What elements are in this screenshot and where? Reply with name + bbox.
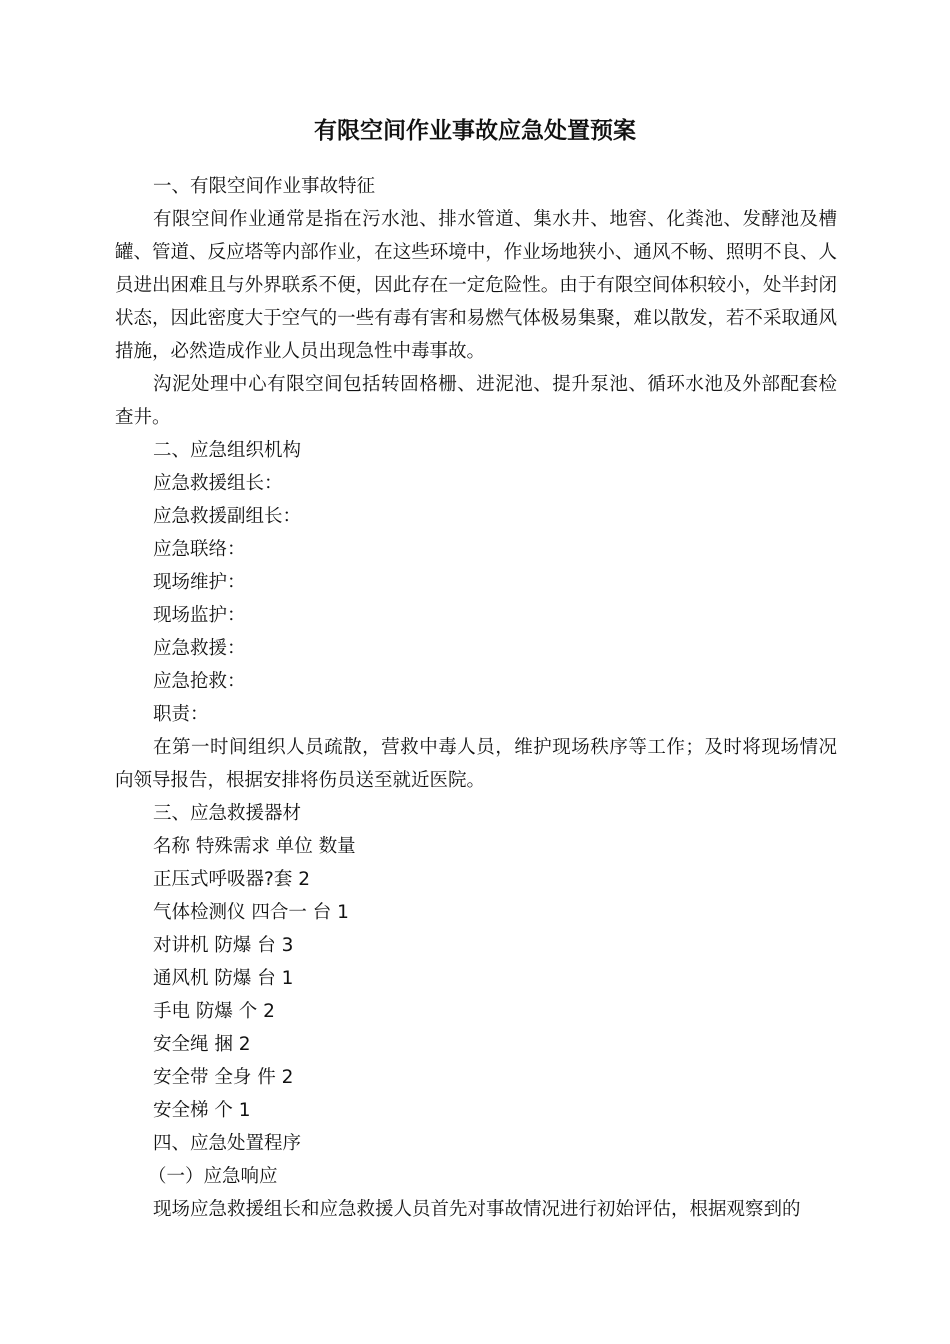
paragraph-confined-space-description: 有限空间作业通常是指在污水池、排水管道、集水井、地窖、化粪池、发酵池及槽罐、管道、反应塔等内部作业，在这些环境中，作业场地狭小、通风不畅、照明不良、人员进出困难且与外界联系不便，因此存在一定危险性。由于有限空间体积较小，处半封闭状态，因此密度大于空气的一些有毒有害和易燃气体极易集聚，难以散发，若不采取通风措施，必然造成作业人员出现急性中毒事故。 — [115, 209, 837, 362]
role-emergency-rescue: 应急救援： — [153, 638, 246, 659]
document-body — [115, 170, 837, 1226]
role-site-supervision: 现场监护： — [153, 605, 246, 626]
section-heading-1: 一、有限空间作业事故特征 — [153, 176, 376, 197]
role-rescue-deputy-leader: 应急救援副组长： — [153, 506, 302, 527]
responsibilities-label: 职责： — [153, 704, 209, 725]
section-heading-4: 四、应急处置程序 — [153, 1133, 302, 1154]
equipment-row: 正压式呼吸器?套 2 — [153, 869, 310, 890]
equipment-row: 气体检测仪 四合一 台 1 — [153, 902, 349, 923]
paragraph-emergency-response: 现场应急救援组长和应急救援人员首先对事故情况进行初始评估，根据观察到的 — [153, 1199, 801, 1220]
paragraph-confined-space-locations: 沟泥处理中心有限空间包括转固格栅、进泥池、提升泵池、循环水池及外部配套检查井。 — [115, 374, 837, 428]
role-emergency-first-aid: 应急抢救： — [153, 671, 246, 692]
subsection-heading-1: （一）应急响应 — [148, 1166, 278, 1187]
document-title: 有限空间作业事故应急处置预案 — [314, 118, 636, 144]
paragraph-responsibilities: 在第一时间组织人员疏散，营救中毒人员，维护现场秩序等工作；及时将现场情况向领导报告，根据安排将伤员送至就近医院。 — [115, 737, 837, 791]
section-heading-3: 三、应急救援器材 — [153, 803, 302, 824]
role-emergency-liaison: 应急联络： — [153, 539, 246, 560]
equipment-header-row: 名称 特殊需求 单位 数量 — [153, 836, 356, 857]
equipment-row: 安全梯 个 1 — [153, 1100, 251, 1121]
equipment-row: 安全带 全身 件 2 — [153, 1067, 294, 1088]
equipment-row: 通风机 防爆 台 1 — [153, 968, 294, 989]
role-site-maintenance: 现场维护： — [153, 572, 246, 593]
role-rescue-leader: 应急救援组长： — [153, 473, 283, 494]
section-heading-2: 二、应急组织机构 — [153, 440, 302, 461]
equipment-row: 对讲机 防爆 台 3 — [153, 935, 294, 956]
equipment-row: 安全绳 捆 2 — [153, 1034, 251, 1055]
equipment-row: 手电 防爆 个 2 — [153, 1001, 275, 1022]
